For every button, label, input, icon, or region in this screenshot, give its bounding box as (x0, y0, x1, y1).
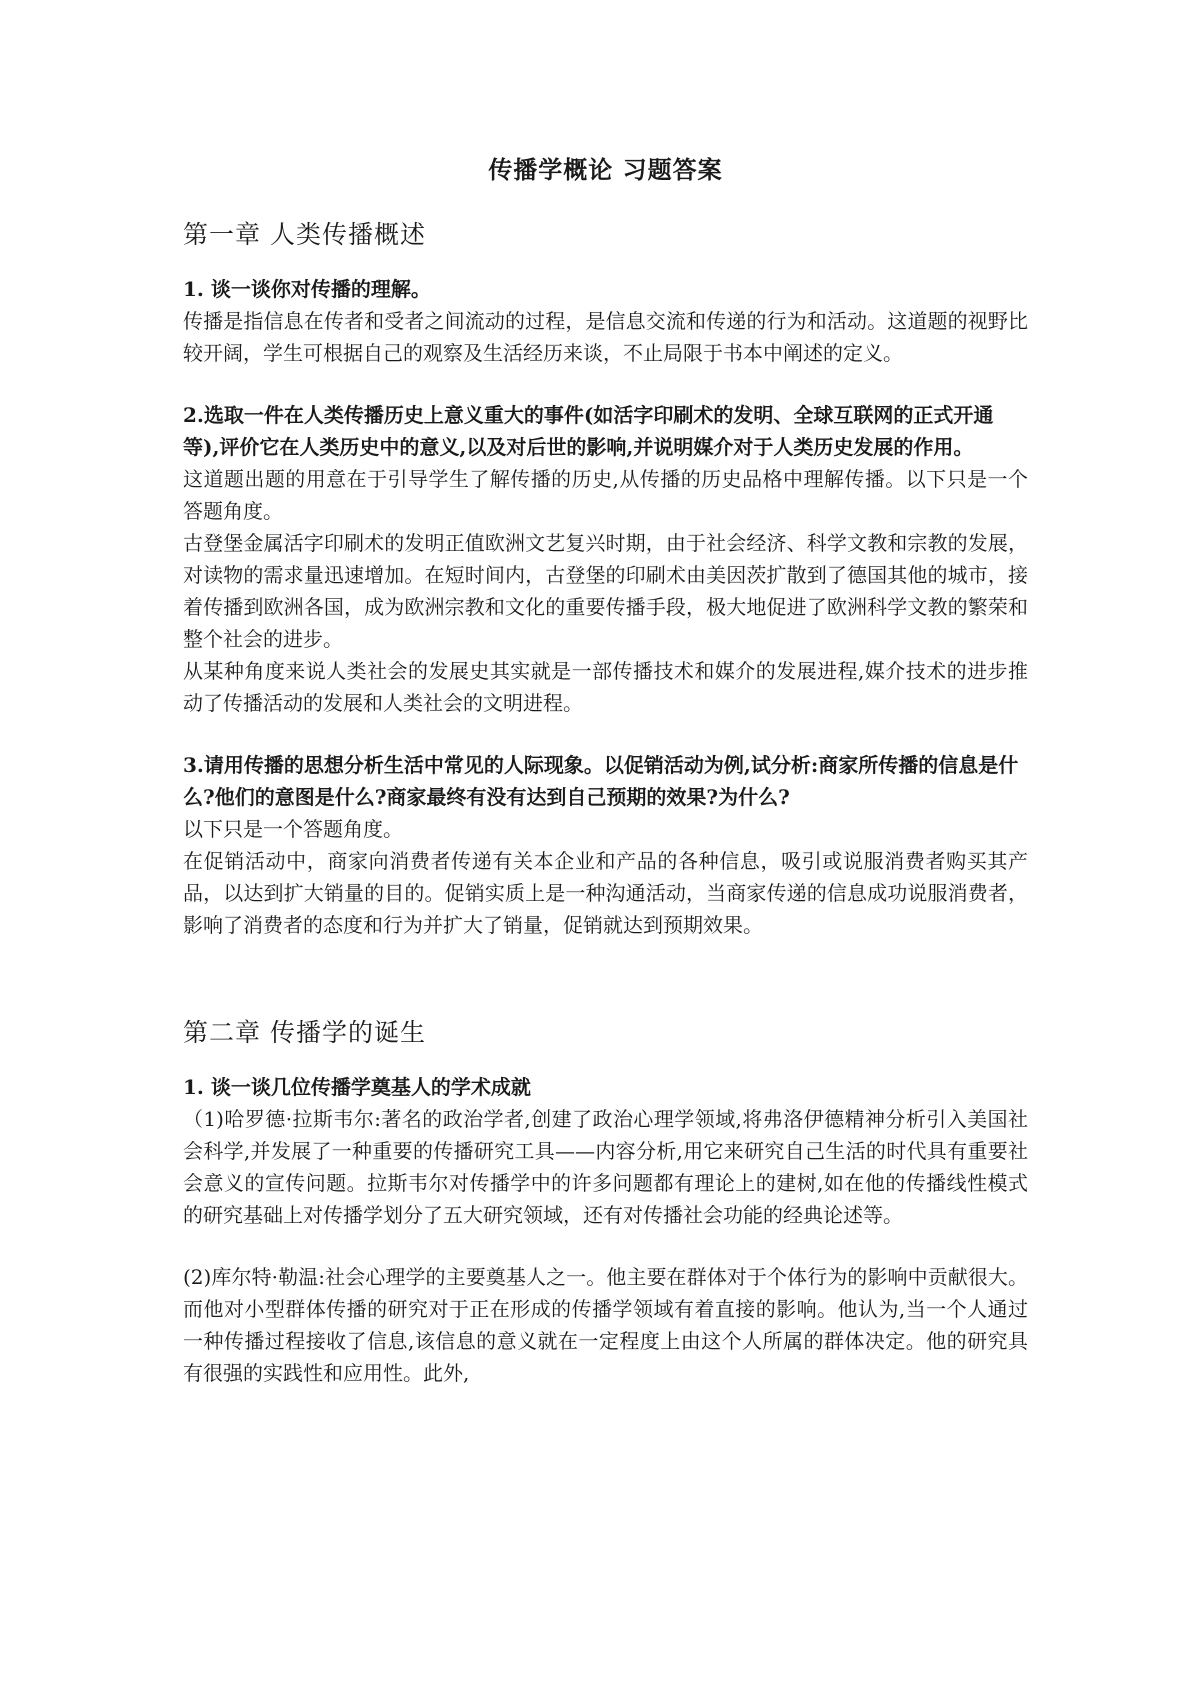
question-text: 1. 谈一谈你对传播的理解。 (183, 277, 431, 301)
spacer (183, 1231, 1028, 1261)
answer-paragraph: 以下只是一个答题角度。 (183, 817, 403, 841)
chapter-heading: 第一章 人类传播概述 (183, 220, 426, 249)
answer-paragraph: 从某种角度来说人类社会的发展史其实就是一部传播技术和媒介的发展进程,媒介技术的进步推动了传播活动的发展和人类社会的文明进程。 (183, 659, 1028, 715)
answer-paragraph: (2)库尔特·勒温:社会心理学的主要奠基人之一。他主要在群体对于个体行为的影响中贡献很大。而他对小型群体传播的研究对于正在形成的传播学领域有着直接的影响。他认为,当一个人通过一种传播过程接收了信息,该信息的意义就在一定程度上由这个人所属的群体决定。他的研究具有很强的实践性和应用性。此外, (183, 1265, 1028, 1385)
answer-paragraph: 古登堡金属活字印刷术的发明正值欧洲文艺复兴时期，由于社会经济、科学文教和宗教的发展，对读物的需求量迅速增加。在短时间内，古登堡的印刷术由美因茨扩散到了德国其他的城市，接着传播到欧洲各国，成为欧洲宗教和文化的重要传播手段，极大地促进了欧洲科学文教的繁荣和整个社会的进步。 (183, 531, 1028, 651)
answer-paragraph: 在促销活动中，商家向消费者传递有关本企业和产品的各种信息，吸引或说服消费者购买其产品，以达到扩大销量的目的。促销实质上是一种沟通活动，当商家传递的信息成功说服消费者，影响了消费者的态度和行为并扩大了销量，促销就达到预期效果。 (183, 849, 1028, 937)
document-page (183, 150, 1028, 1389)
answer-paragraph: 传播是指信息在传者和受者之间流动的过程，是信息交流和传递的行为和活动。这道题的视野比较开阔，学生可根据自己的观察及生活经历来谈，不止局限于书本中阐述的定义。 (183, 309, 1028, 365)
document-title: 传播学概论 习题答案 (488, 155, 723, 184)
answer-paragraph: 这道题出题的用意在于引导学生了解传播的历史,从传播的历史品格中理解传播。以下只是一个答题角度。 (183, 467, 1028, 523)
answer-paragraph: （1)哈罗德·拉斯韦尔:著名的政治学者,创建了政治心理学领域,将弗洛伊德精神分析引入美国社会科学,并发展了一种重要的传播研究工具——内容分析,用它来研究自己生活的时代具有重要社会意义的宣传问题。拉斯韦尔对传播学中的许多问题都有理论上的建树,如在他的传播线性模式的研究基础上对传播学划分了五大研究领域，还有对传播社会功能的经典论述等。 (183, 1107, 1028, 1227)
chapter-heading: 第二章 传播学的诞生 (183, 1018, 426, 1047)
spacer (183, 719, 1028, 749)
question-text: 1. 谈一谈几位传播学奠基人的学术成就 (183, 1075, 531, 1099)
question-text: 3.请用传播的思想分析生活中常见的人际现象。以促销活动为例,试分析:商家所传播的信息是什么?他们的意图是什么?商家最终有没有达到自己预期的效果?为什么? (183, 753, 1019, 809)
question-text: 2.选取一件在人类传播历史上意义重大的事件(如活字印刷术的发明、全球互联网的正式开通等),评价它在人类历史中的意义,以及对后世的影响,并说明媒介对于人类历史发展的作用。 (183, 403, 994, 459)
spacer (183, 941, 1028, 1013)
spacer (183, 369, 1028, 399)
